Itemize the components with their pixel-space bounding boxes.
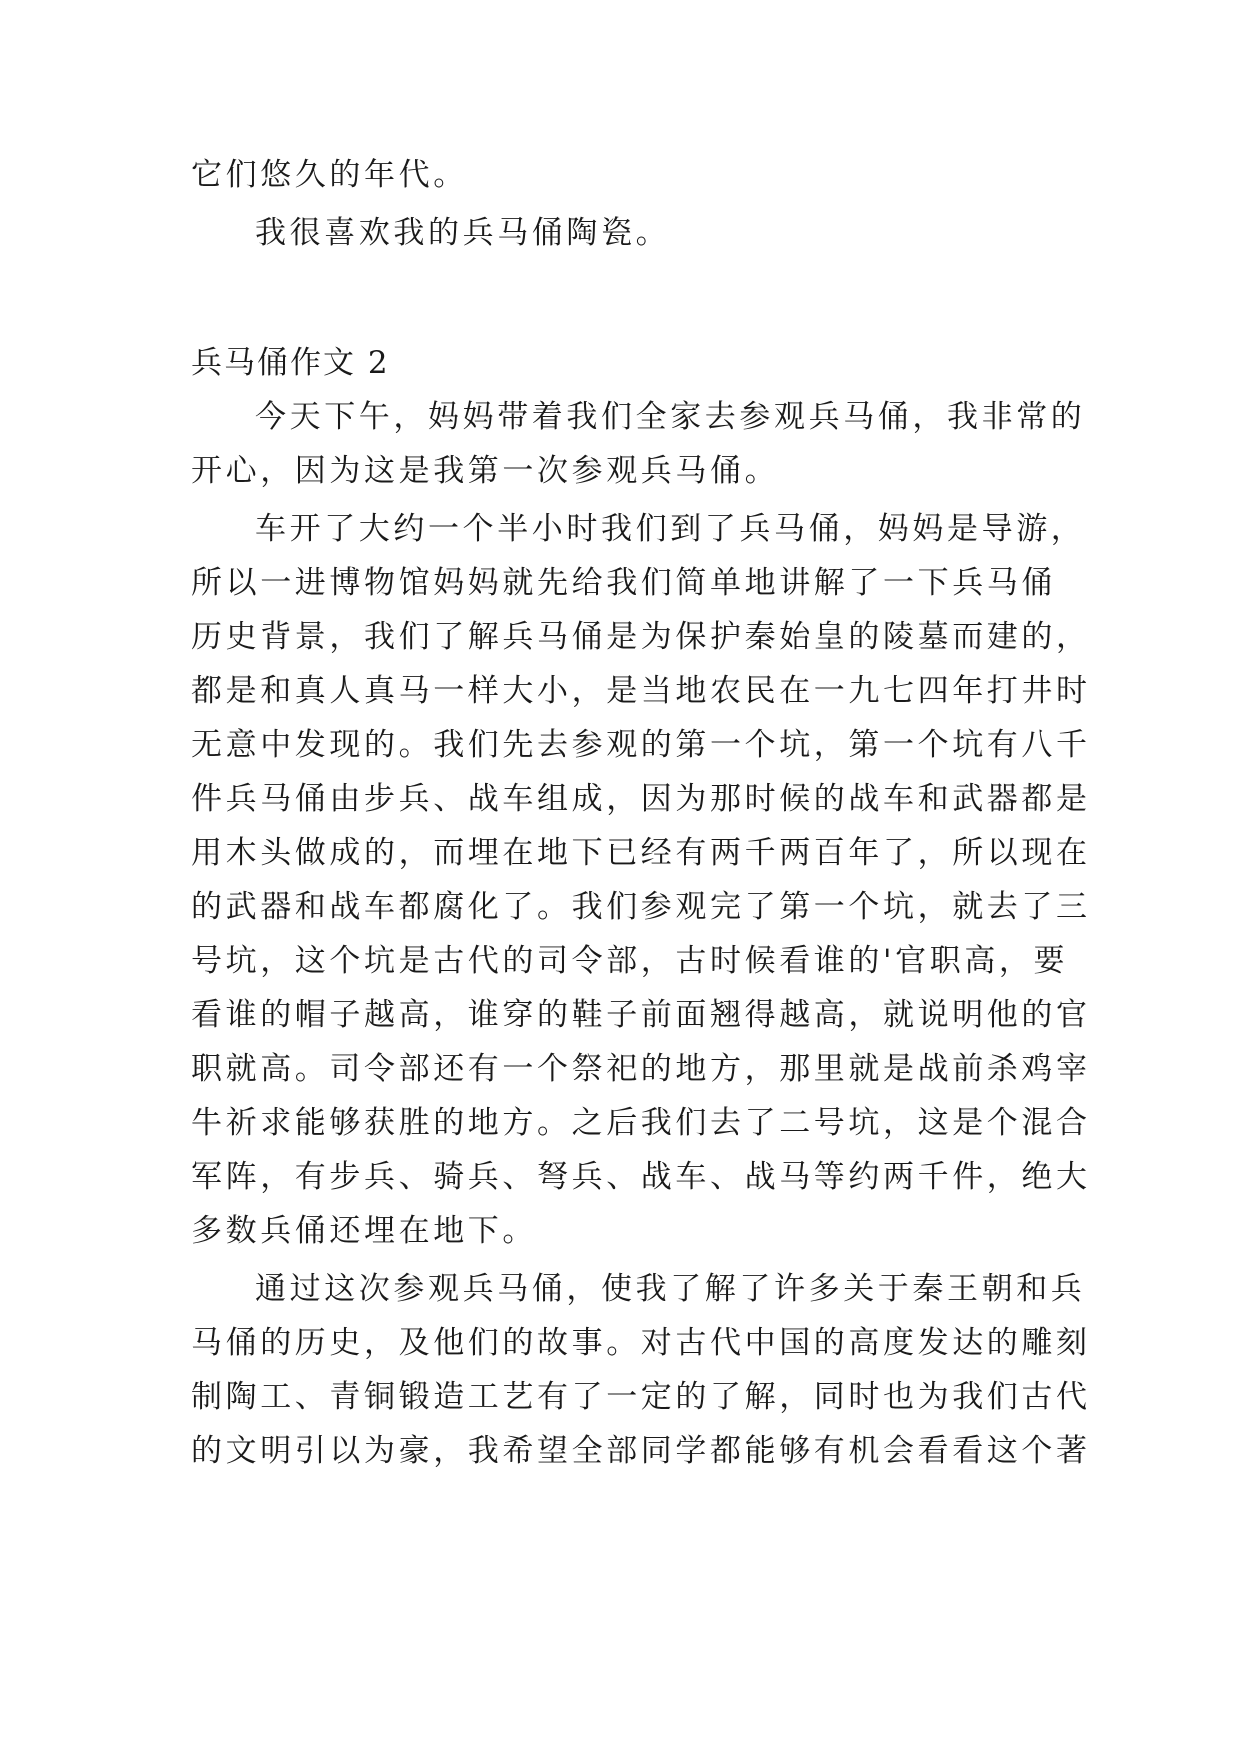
text-line: 件兵马俑由步兵、战车组成，因为那时候的战车和武器都是: [191, 781, 1091, 817]
text-line: 牛祈求能够获胜的地方。之后我们去了二号坑，这是个混合: [191, 1105, 1091, 1141]
text-line: 用木头做成的，而埋在地下已经有两千两百年了，所以现在: [191, 835, 1091, 871]
section-heading: 兵马俑作文 2: [191, 345, 390, 381]
text-line: 所以一进博物馆妈妈就先给我们简单地讲解了一下兵马俑: [191, 565, 1056, 601]
text-line: 开心，因为这是我第一次参观兵马俑。: [191, 453, 780, 489]
text-line: 看谁的帽子越高，谁穿的鞋子前面翘得越高，就说明他的官: [191, 997, 1091, 1033]
text-line: 马俑的历史，及他们的故事。对古代中国的高度发达的雕刻: [191, 1325, 1091, 1361]
text-line: 的文明引以为豪，我希望全部同学都能够有机会看看这个著: [191, 1433, 1091, 1469]
text-line: 多数兵俑还埋在地下。: [191, 1213, 537, 1249]
text-line: 的武器和战车都腐化了。我们参观完了第一个坑，就去了三: [191, 889, 1091, 925]
text-line: 历史背景，我们了解兵马俑是为保护秦始皇的陵墓而建的，: [191, 619, 1091, 655]
text-line: 职就高。司令部还有一个祭祀的地方，那里就是战前杀鸡宰: [191, 1051, 1091, 1087]
text-line: 今天下午，妈妈带着我们全家去参观兵马俑，我非常的: [255, 399, 1086, 435]
text-line: 军阵，有步兵、骑兵、弩兵、战车、战马等约两千件，绝大: [191, 1159, 1091, 1195]
text-line: 无意中发现的。我们先去参观的第一个坑，第一个坑有八千: [191, 727, 1091, 763]
text-line: 制陶工、青铜锻造工艺有了一定的了解，同时也为我们古代: [191, 1379, 1091, 1415]
text-line: 车开了大约一个半小时我们到了兵马俑，妈妈是导游，: [255, 511, 1086, 547]
text-line: 它们悠久的年代。: [191, 157, 468, 193]
text-line: 通过这次参观兵马俑，使我了解了许多关于秦王朝和兵: [255, 1271, 1086, 1307]
text-line: 我很喜欢我的兵马俑陶瓷。: [255, 215, 671, 251]
text-line: 号坑，这个坑是古代的司令部，古时候看谁的'官职高，要: [191, 943, 1069, 979]
text-line: 都是和真人真马一样大小，是当地农民在一九七四年打井时: [191, 673, 1091, 709]
